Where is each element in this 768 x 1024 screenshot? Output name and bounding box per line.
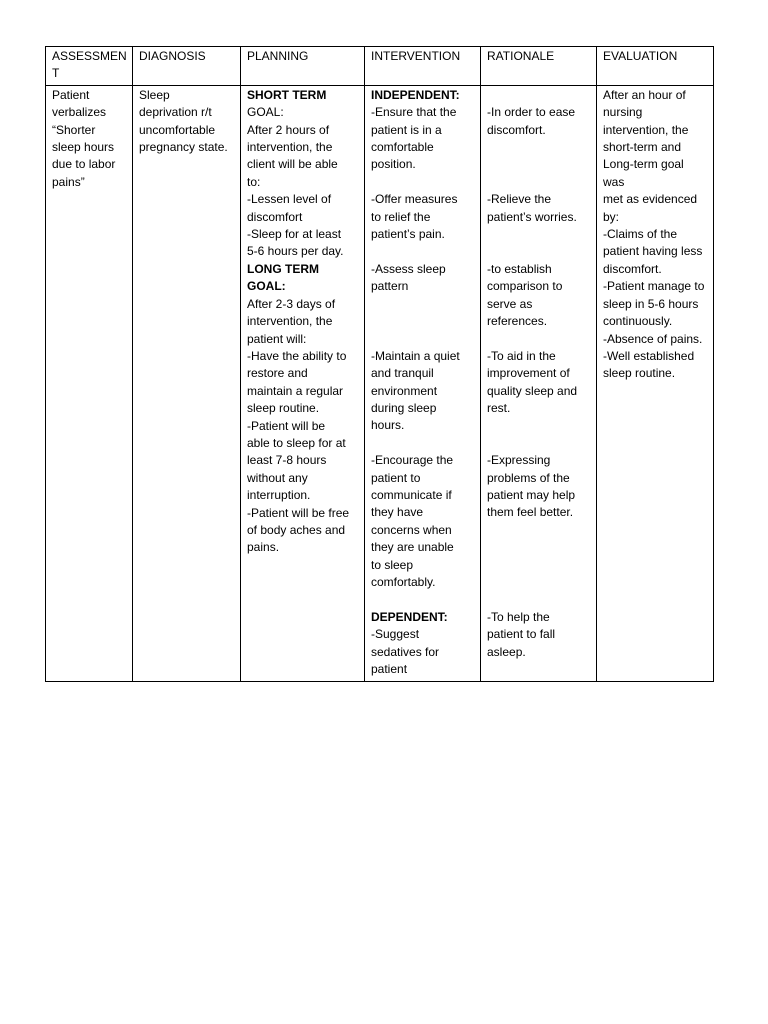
rationale-line: -Relieve the: [487, 192, 552, 207]
rationale-line: improvement of: [487, 366, 570, 381]
spacer: [487, 174, 591, 191]
planning-line: sleep routine.: [247, 401, 320, 416]
intervention-line: and tranquil: [371, 366, 434, 381]
spacer: [487, 87, 591, 104]
evaluation-line: sleep routine.: [603, 366, 676, 381]
planning-line: -Sleep for at least: [247, 227, 342, 242]
rationale-line: -In order to ease: [487, 105, 576, 120]
intervention-line: concerns when: [371, 522, 452, 537]
planning-line: intervention, the: [247, 140, 333, 155]
planning-line: After 2 hours of: [247, 122, 330, 137]
spacer: [487, 417, 591, 434]
planning-line: pains.: [247, 540, 280, 555]
rationale-line: them feel better.: [487, 505, 574, 520]
header-planning: PLANNING: [241, 47, 365, 86]
planning-line: without any: [247, 470, 308, 485]
diagnosis-line: deprivation r/t: [139, 105, 212, 120]
intervention-line: -Maintain a quiet: [371, 348, 460, 363]
intervention-line: position.: [371, 157, 416, 172]
assessment-line: pains”: [52, 174, 85, 189]
spacer: [487, 330, 591, 347]
evaluation-line: nursing: [603, 105, 643, 120]
evaluation-line: sleep in 5-6 hours: [603, 296, 699, 311]
spacer: [371, 174, 475, 191]
assessment-line: due to labor: [52, 157, 116, 172]
rationale-line: -To aid in the: [487, 348, 556, 363]
planning-line: 5-6 hours per day.: [247, 244, 344, 259]
intervention-line: to relief the: [371, 209, 431, 224]
evaluation-line: -Absence of pains.: [603, 331, 703, 346]
evaluation-line: continuously.: [603, 314, 673, 329]
planning-line: to:: [247, 174, 261, 189]
planning-line: After 2-3 days of: [247, 296, 336, 311]
rationale-line: comparison to: [487, 279, 563, 294]
evaluation-line: intervention, the: [603, 122, 689, 137]
intervention-line: pattern: [371, 279, 409, 294]
intervention-line: communicate if: [371, 488, 452, 503]
header-rationale: RATIONALE: [481, 47, 597, 86]
diagnosis-cell: [133, 85, 241, 681]
evaluation-line: patient having less: [603, 244, 703, 259]
intervention-line: they have: [371, 505, 424, 520]
intervention-line: hours.: [371, 418, 405, 433]
intervention-line: patient: [371, 662, 408, 677]
assessment-line: Patient: [52, 87, 90, 102]
evaluation-line: After an hour of: [603, 87, 686, 102]
planning-cell: [241, 85, 365, 681]
evaluation-line: by:: [603, 209, 620, 224]
rationale-line: -to establish: [487, 261, 552, 276]
assessment-cell: [46, 85, 133, 681]
planning-line: discomfort: [247, 209, 303, 224]
evaluation-cell: [597, 85, 714, 681]
header-row: [46, 47, 714, 86]
assessment-line: sleep hours: [52, 140, 115, 155]
planning-line: least 7-8 hours: [247, 453, 327, 468]
intervention-line: environment: [371, 383, 438, 398]
short-term-goal-title: SHORT TERM: [247, 87, 327, 102]
assessment-line: verbalizes: [52, 105, 107, 120]
evaluation-line: short-term and: [603, 140, 682, 155]
intervention-line: they are unable: [371, 540, 454, 555]
spacer: [487, 156, 591, 173]
independent-title: INDEPENDENT:: [371, 87, 460, 102]
header-assessment: ASSESSMEN T: [46, 47, 133, 86]
rationale-line: patient to fall: [487, 627, 556, 642]
header-diagnosis: DIAGNOSIS: [133, 47, 241, 86]
intervention-line: patient is in a: [371, 122, 442, 137]
intervention-line: to sleep: [371, 557, 414, 572]
evaluation-line: -Patient manage to: [603, 279, 705, 294]
evaluation-line: -Claims of the: [603, 227, 678, 242]
header-evaluation: EVALUATION: [597, 47, 714, 86]
spacer: [487, 139, 591, 156]
intervention-line: -Assess sleep: [371, 261, 446, 276]
spacer: [371, 243, 475, 260]
short-term-goal-title-cont: GOAL:: [247, 105, 284, 120]
intervention-line: during sleep: [371, 401, 437, 416]
long-term-goal-title: LONG TERM GOAL:: [247, 261, 319, 294]
rationale-line: problems of the: [487, 470, 570, 485]
planning-line: restore and: [247, 366, 308, 381]
evaluation-line: discomfort.: [603, 261, 662, 276]
planning-line: -Patient will be: [247, 418, 326, 433]
evaluation-line: met as evidenced: [603, 192, 698, 207]
spacer: [487, 435, 591, 452]
rationale-line: patient may help: [487, 488, 576, 503]
intervention-line: comfortably.: [371, 575, 436, 590]
spacer: [371, 330, 475, 347]
planning-line: of body aches and: [247, 522, 346, 537]
diagnosis-line: pregnancy state.: [139, 140, 228, 155]
planning-line: -Have the ability to: [247, 348, 347, 363]
table-row: [46, 85, 714, 681]
spacer: [371, 313, 475, 330]
intervention-line: -Encourage the: [371, 453, 454, 468]
spacer: [487, 522, 591, 539]
spacer: [487, 557, 591, 574]
planning-line: patient will:: [247, 331, 307, 346]
intervention-line: patient to: [371, 470, 421, 485]
spacer: [487, 591, 591, 608]
rationale-line: -Expressing: [487, 453, 551, 468]
header-intervention: INTERVENTION: [365, 47, 481, 86]
planning-line: interruption.: [247, 488, 311, 503]
evaluation-line: Long-term goal was: [603, 157, 684, 189]
planning-line: -Lessen level of: [247, 192, 332, 207]
spacer: [371, 435, 475, 452]
dependent-title: DEPENDENT:: [371, 609, 448, 624]
rationale-line: quality sleep and: [487, 383, 578, 398]
rationale-line: serve as: [487, 296, 533, 311]
spacer: [487, 243, 591, 260]
intervention-line: comfortable: [371, 140, 434, 155]
spacer: [487, 574, 591, 591]
planning-line: -Patient will be free: [247, 505, 350, 520]
rationale-cell: [481, 85, 597, 681]
rationale-line: asleep.: [487, 644, 526, 659]
intervention-line: -Suggest: [371, 627, 420, 642]
intervention-line: -Ensure that the: [371, 105, 457, 120]
rationale-line: references.: [487, 314, 548, 328]
intervention-line: -Offer measures: [371, 192, 458, 207]
rationale-line: rest.: [487, 401, 511, 416]
diagnosis-line: uncomfortable: [139, 122, 216, 137]
diagnosis-line: Sleep: [139, 87, 170, 102]
rationale-line: -To help the: [487, 609, 550, 624]
spacer: [487, 539, 591, 556]
planning-line: intervention, the: [247, 314, 333, 329]
nursing-care-plan-table: [45, 46, 714, 682]
intervention-cell: [365, 85, 481, 681]
assessment-line: “Shorter: [52, 122, 96, 137]
rationale-line: patient’s worries.: [487, 209, 577, 224]
spacer: [371, 592, 475, 609]
planning-line: maintain a regular: [247, 383, 344, 398]
intervention-line: sedatives for: [371, 644, 440, 659]
spacer: [487, 226, 591, 243]
intervention-line: patient’s pain.: [371, 227, 445, 242]
rationale-line: discomfort.: [487, 122, 546, 137]
evaluation-line: -Well established: [603, 348, 695, 363]
planning-line: client will be able: [247, 157, 338, 172]
spacer: [371, 296, 475, 313]
planning-line: able to sleep for at: [247, 435, 346, 450]
